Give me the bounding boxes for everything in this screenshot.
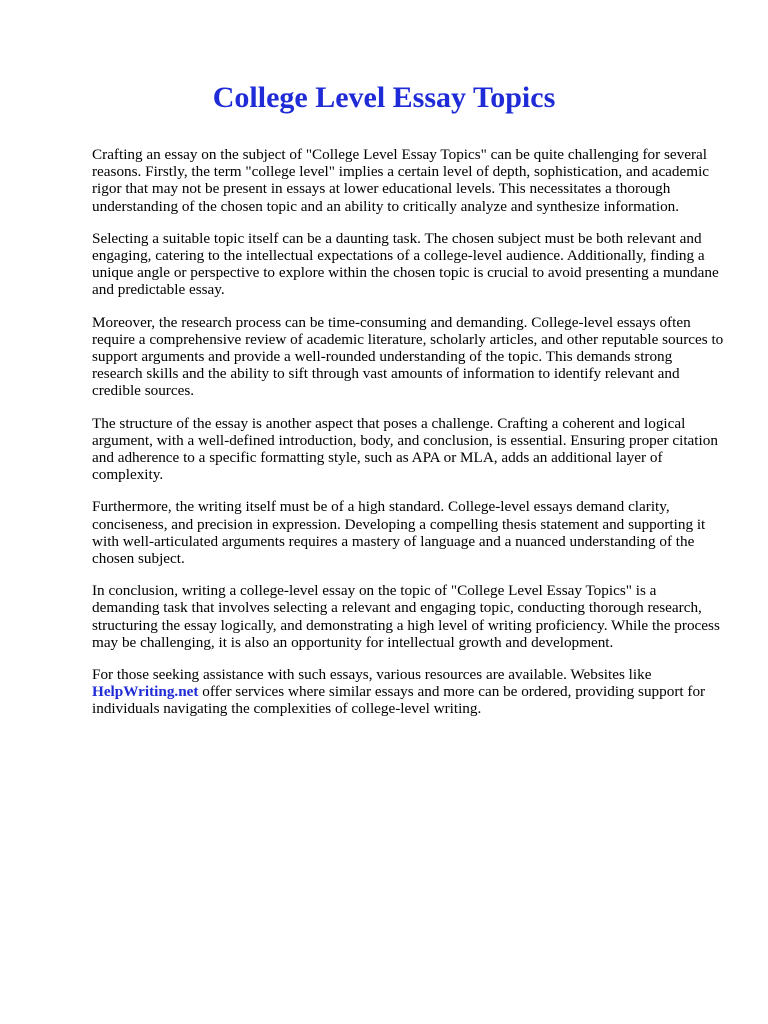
paragraph-7-after-link: offer services where similar essays and more can be ordered, providing support for individuals navigating the complexities of college-level writing. bbox=[92, 683, 706, 718]
paragraph-7 bbox=[92, 666, 726, 718]
document-body bbox=[92, 146, 726, 733]
page-title: College Level Essay Topics bbox=[212, 81, 556, 114]
paragraph-7-before-link: For those seeking assistance with such essays, various resources are available. Websites like bbox=[92, 666, 652, 684]
paragraph-4: The structure of the essay is another aspect that poses a challenge. Crafting a coherent and logical argument, with a well-defined introduction, body, and conclusion, is essential. Ensuring proper citation and adherence to a specific formatting style, such as APA or MLA, adds an additional layer of complexity. bbox=[92, 414, 718, 484]
helpwriting-link[interactable]: HelpWriting.net bbox=[92, 683, 199, 701]
paragraph-2: Selecting a suitable topic itself can be a daunting task. The chosen subject must be both relevant and engaging, catering to the intellectual expectations of a college-level audience. Additionally, finding a unique angle or perspective to explore within the chosen topic is crucial to avoid presenting a mundane and predictable essay. bbox=[92, 229, 719, 299]
paragraph-1: Crafting an essay on the subject of "College Level Essay Topics" can be quite challenging for several reasons. Firstly, the term "college level" implies a certain level of depth, sophistication, and academic rigor that may not be present in essays at lower educational levels. This necessitates a thorough understanding of the chosen topic and an ability to critically analyze and synthesize information. bbox=[92, 146, 710, 215]
paragraph-5: Furthermore, the writing itself must be of a high standard. College-level essays demand clarity, conciseness, and precision in expression. Developing a compelling thesis statement and supporting it with well-articulated arguments requires a mastery of language and a nuanced understanding of the chosen subject. bbox=[92, 498, 706, 568]
paragraph-3: Moreover, the research process can be time-consuming and demanding. College-level essays often require a comprehensive review of academic literature, scholarly articles, and other reputable sources to support arguments and provide a well-rounded understanding of the topic. This demands strong research skills and the ability to sift through vast amounts of information to identify relevant and credible sources. bbox=[92, 313, 724, 400]
paragraph-6: In conclusion, writing a college-level essay on the topic of "College Level Essay Topics" is a demanding task that involves selecting a relevant and engaging topic, conducting thorough research, structuring the essay logically, and demonstrating a high level of writing proficiency. While the process may be challenging, it is also an opportunity for intellectual growth and development. bbox=[92, 582, 720, 651]
